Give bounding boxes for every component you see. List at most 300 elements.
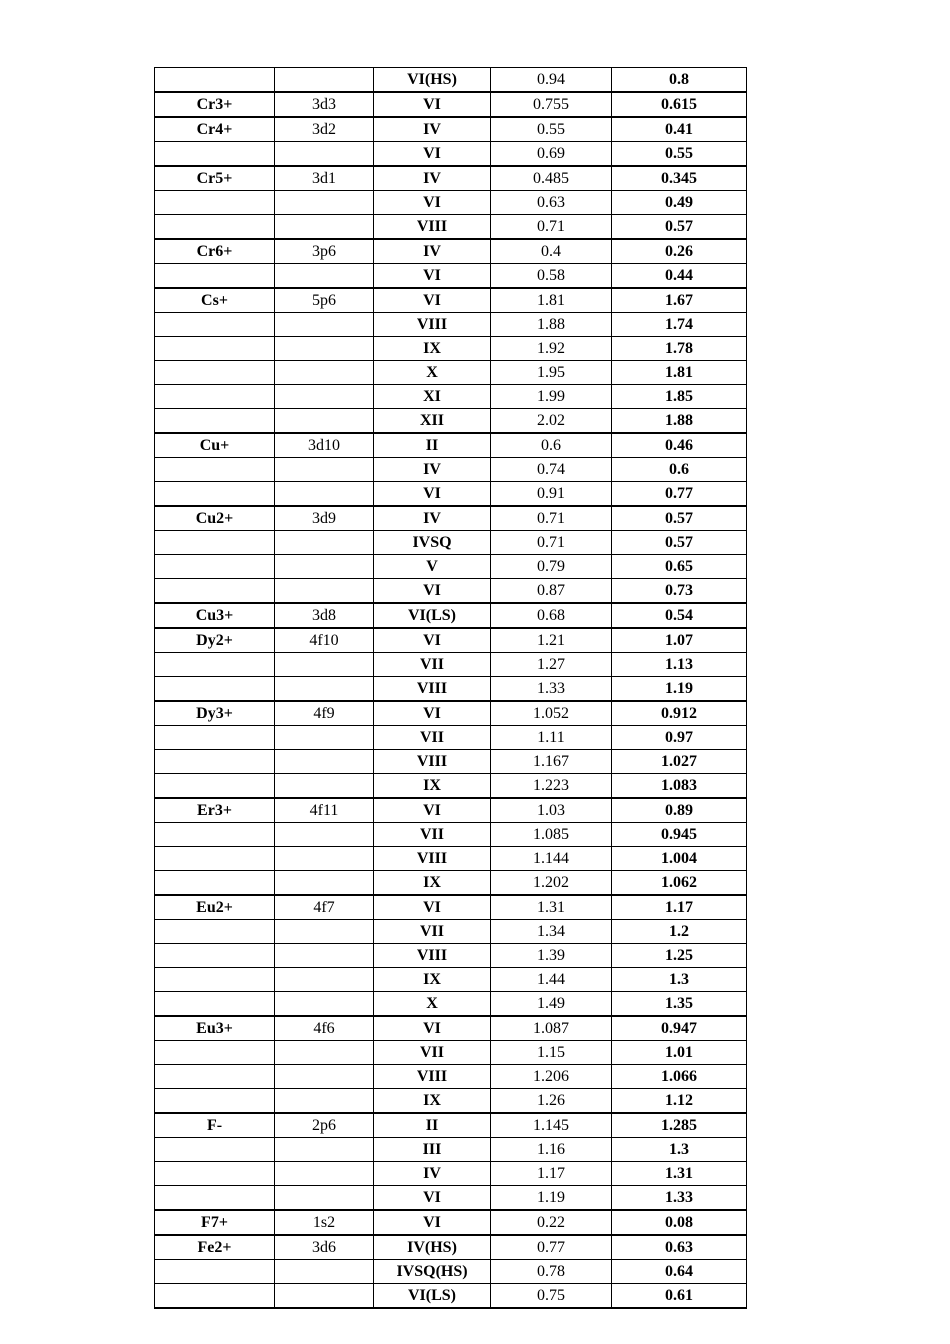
coordination-number-cell: VI <box>374 142 491 167</box>
crystal-radius-cell: 1.26 <box>491 1089 612 1114</box>
crystal-radius-cell: 1.17 <box>491 1162 612 1186</box>
coordination-number-cell: VIII <box>374 313 491 337</box>
crystal-radius-cell: 1.81 <box>491 288 612 313</box>
coordination-number-cell: II <box>374 433 491 458</box>
ion-cell: Eu2+ <box>155 895 275 920</box>
ionic-radius-cell: 1.3 <box>612 968 747 992</box>
ion-cell: Cr5+ <box>155 166 275 191</box>
crystal-radius-cell: 1.34 <box>491 920 612 944</box>
crystal-radius-cell: 0.79 <box>491 555 612 579</box>
ionic-radius-cell: 1.066 <box>612 1065 747 1089</box>
table-row <box>155 1210 747 1235</box>
crystal-radius-cell: 1.95 <box>491 361 612 385</box>
ionic-radii-table <box>154 67 747 1309</box>
ionic-radius-cell: 1.2 <box>612 920 747 944</box>
coordination-number-cell: II <box>374 1113 491 1138</box>
ion-cell <box>155 1162 275 1186</box>
ionic-radius-cell: 0.55 <box>612 142 747 167</box>
crystal-radius-cell: 1.92 <box>491 337 612 361</box>
electron-config-cell <box>275 1260 374 1284</box>
ion-cell <box>155 409 275 434</box>
ionic-radius-cell: 1.88 <box>612 409 747 434</box>
table-row <box>155 1186 747 1211</box>
table-row <box>155 458 747 482</box>
ionic-radius-cell: 1.004 <box>612 847 747 871</box>
ionic-radius-cell: 1.062 <box>612 871 747 896</box>
ionic-radius-cell: 0.64 <box>612 1260 747 1284</box>
electron-config-cell <box>275 920 374 944</box>
table-row <box>155 191 747 215</box>
ion-cell: F7+ <box>155 1210 275 1235</box>
ionic-radius-cell: 0.49 <box>612 191 747 215</box>
ion-cell: Cu3+ <box>155 603 275 628</box>
crystal-radius-cell: 1.44 <box>491 968 612 992</box>
electron-config-cell <box>275 871 374 896</box>
ion-cell: Cu2+ <box>155 506 275 531</box>
table-row <box>155 871 747 896</box>
ion-cell <box>155 920 275 944</box>
table-row <box>155 215 747 240</box>
coordination-number-cell: IV <box>374 506 491 531</box>
coordination-number-cell: VI <box>374 701 491 726</box>
electron-config-cell <box>275 968 374 992</box>
crystal-radius-cell: 1.99 <box>491 385 612 409</box>
coordination-number-cell: VIII <box>374 677 491 702</box>
crystal-radius-cell: 0.58 <box>491 264 612 289</box>
table-row <box>155 1162 747 1186</box>
electron-config-cell <box>275 264 374 289</box>
electron-config-cell <box>275 531 374 555</box>
ionic-radius-cell: 0.912 <box>612 701 747 726</box>
coordination-number-cell: VI(HS) <box>374 68 491 93</box>
coordination-number-cell: VII <box>374 920 491 944</box>
ion-cell <box>155 482 275 507</box>
electron-config-cell: 3d9 <box>275 506 374 531</box>
crystal-radius-cell: 1.33 <box>491 677 612 702</box>
table-row <box>155 68 747 93</box>
coordination-number-cell: V <box>374 555 491 579</box>
electron-config-cell: 4f10 <box>275 628 374 653</box>
ionic-radius-cell: 0.41 <box>612 117 747 142</box>
table-row <box>155 798 747 823</box>
table-row <box>155 117 747 142</box>
electron-config-cell <box>275 847 374 871</box>
table-row <box>155 603 747 628</box>
ion-cell <box>155 337 275 361</box>
ion-cell <box>155 992 275 1017</box>
electron-config-cell <box>275 68 374 93</box>
coordination-number-cell: IX <box>374 774 491 799</box>
ion-cell: Cu+ <box>155 433 275 458</box>
table-body <box>155 68 747 1309</box>
crystal-radius-cell: 1.31 <box>491 895 612 920</box>
ionic-radius-cell: 1.25 <box>612 944 747 968</box>
table-row <box>155 726 747 750</box>
ionic-radius-cell: 0.26 <box>612 239 747 264</box>
crystal-radius-cell: 0.71 <box>491 215 612 240</box>
crystal-radius-cell: 1.087 <box>491 1016 612 1041</box>
ionic-radius-cell: 1.07 <box>612 628 747 653</box>
coordination-number-cell: IV <box>374 1162 491 1186</box>
electron-config-cell: 3p6 <box>275 239 374 264</box>
ion-cell <box>155 847 275 871</box>
electron-config-cell: 5p6 <box>275 288 374 313</box>
table-row <box>155 1065 747 1089</box>
coordination-number-cell: VI <box>374 1186 491 1211</box>
table-row <box>155 385 747 409</box>
ionic-radius-cell: 0.08 <box>612 1210 747 1235</box>
ion-cell: Cr6+ <box>155 239 275 264</box>
ion-cell <box>155 1065 275 1089</box>
electron-config-cell <box>275 409 374 434</box>
ion-cell <box>155 458 275 482</box>
ionic-radius-cell: 1.12 <box>612 1089 747 1114</box>
crystal-radius-cell: 1.88 <box>491 313 612 337</box>
electron-config-cell <box>275 1041 374 1065</box>
ionic-radius-cell: 0.77 <box>612 482 747 507</box>
ion-cell: Dy2+ <box>155 628 275 653</box>
electron-config-cell: 4f6 <box>275 1016 374 1041</box>
electron-config-cell <box>275 458 374 482</box>
crystal-radius-cell: 1.052 <box>491 701 612 726</box>
crystal-radius-cell: 1.49 <box>491 992 612 1017</box>
ionic-radius-cell: 0.945 <box>612 823 747 847</box>
electron-config-cell <box>275 726 374 750</box>
crystal-radius-cell: 1.19 <box>491 1186 612 1211</box>
crystal-radius-cell: 2.02 <box>491 409 612 434</box>
coordination-number-cell: VII <box>374 1041 491 1065</box>
ionic-radius-cell: 0.57 <box>612 531 747 555</box>
table-row <box>155 1260 747 1284</box>
coordination-number-cell: IX <box>374 337 491 361</box>
table-row <box>155 555 747 579</box>
electron-config-cell <box>275 555 374 579</box>
crystal-radius-cell: 0.94 <box>491 68 612 93</box>
ionic-radius-cell: 1.19 <box>612 677 747 702</box>
crystal-radius-cell: 0.78 <box>491 1260 612 1284</box>
electron-config-cell <box>275 1284 374 1309</box>
table-row <box>155 433 747 458</box>
crystal-radius-cell: 1.11 <box>491 726 612 750</box>
coordination-number-cell: VIII <box>374 215 491 240</box>
coordination-number-cell: XII <box>374 409 491 434</box>
table-row <box>155 677 747 702</box>
coordination-number-cell: VII <box>374 823 491 847</box>
electron-config-cell <box>275 774 374 799</box>
ionic-radius-cell: 0.57 <box>612 215 747 240</box>
ionic-radius-cell: 1.74 <box>612 313 747 337</box>
coordination-number-cell: VIII <box>374 944 491 968</box>
electron-config-cell <box>275 992 374 1017</box>
electron-config-cell: 3d1 <box>275 166 374 191</box>
coordination-number-cell: VIII <box>374 1065 491 1089</box>
ionic-radius-cell: 0.947 <box>612 1016 747 1041</box>
electron-config-cell <box>275 361 374 385</box>
electron-config-cell: 3d2 <box>275 117 374 142</box>
ionic-radius-cell: 1.35 <box>612 992 747 1017</box>
coordination-number-cell: IV <box>374 166 491 191</box>
table-row <box>155 628 747 653</box>
ion-cell <box>155 1186 275 1211</box>
table-row <box>155 239 747 264</box>
table-row <box>155 506 747 531</box>
ionic-radius-cell: 1.027 <box>612 750 747 774</box>
electron-config-cell: 2p6 <box>275 1113 374 1138</box>
ionic-radius-cell: 0.57 <box>612 506 747 531</box>
coordination-number-cell: VI <box>374 288 491 313</box>
crystal-radius-cell: 1.16 <box>491 1138 612 1162</box>
electron-config-cell <box>275 653 374 677</box>
crystal-radius-cell: 1.21 <box>491 628 612 653</box>
ion-cell <box>155 361 275 385</box>
coordination-number-cell: VI(LS) <box>374 603 491 628</box>
table-row <box>155 1138 747 1162</box>
electron-config-cell: 4f11 <box>275 798 374 823</box>
ion-cell <box>155 68 275 93</box>
electron-config-cell <box>275 482 374 507</box>
electron-config-cell <box>275 313 374 337</box>
table-row <box>155 1041 747 1065</box>
electron-config-cell: 3d6 <box>275 1235 374 1260</box>
crystal-radius-cell: 1.085 <box>491 823 612 847</box>
electron-config-cell <box>275 579 374 604</box>
ion-cell: Fe2+ <box>155 1235 275 1260</box>
ion-cell <box>155 653 275 677</box>
table-row <box>155 992 747 1017</box>
crystal-radius-cell: 1.145 <box>491 1113 612 1138</box>
ion-cell: Dy3+ <box>155 701 275 726</box>
crystal-radius-cell: 0.71 <box>491 531 612 555</box>
crystal-radius-cell: 0.71 <box>491 506 612 531</box>
coordination-number-cell: VI <box>374 92 491 117</box>
coordination-number-cell: VI <box>374 1016 491 1041</box>
ionic-radius-cell: 0.44 <box>612 264 747 289</box>
table-row <box>155 482 747 507</box>
table-row <box>155 968 747 992</box>
electron-config-cell: 4f7 <box>275 895 374 920</box>
table-row <box>155 895 747 920</box>
ion-cell: Er3+ <box>155 798 275 823</box>
ionic-radius-cell: 1.81 <box>612 361 747 385</box>
ionic-radius-cell: 0.54 <box>612 603 747 628</box>
table-row <box>155 92 747 117</box>
ion-cell <box>155 1138 275 1162</box>
ionic-radius-cell: 1.17 <box>612 895 747 920</box>
crystal-radius-cell: 1.39 <box>491 944 612 968</box>
coordination-number-cell: IX <box>374 968 491 992</box>
table-row <box>155 288 747 313</box>
ionic-radius-cell: 0.6 <box>612 458 747 482</box>
ion-cell <box>155 555 275 579</box>
coordination-number-cell: VI <box>374 895 491 920</box>
ionic-radius-cell: 1.33 <box>612 1186 747 1211</box>
electron-config-cell <box>275 142 374 167</box>
coordination-number-cell: VI(LS) <box>374 1284 491 1309</box>
crystal-radius-cell: 0.77 <box>491 1235 612 1260</box>
table-row <box>155 823 747 847</box>
ion-cell <box>155 264 275 289</box>
ionic-radius-cell: 0.65 <box>612 555 747 579</box>
ion-cell: Eu3+ <box>155 1016 275 1041</box>
coordination-number-cell: VI <box>374 579 491 604</box>
electron-config-cell <box>275 1065 374 1089</box>
ionic-radius-cell: 0.46 <box>612 433 747 458</box>
ion-cell <box>155 579 275 604</box>
coordination-number-cell: IV <box>374 117 491 142</box>
table-row <box>155 166 747 191</box>
crystal-radius-cell: 0.755 <box>491 92 612 117</box>
crystal-radius-cell: 1.144 <box>491 847 612 871</box>
crystal-radius-cell: 0.6 <box>491 433 612 458</box>
crystal-radius-cell: 1.03 <box>491 798 612 823</box>
ionic-radius-cell: 1.67 <box>612 288 747 313</box>
table-row <box>155 920 747 944</box>
crystal-radius-cell: 0.68 <box>491 603 612 628</box>
electron-config-cell <box>275 215 374 240</box>
table-row <box>155 337 747 361</box>
table-row <box>155 531 747 555</box>
ion-cell <box>155 191 275 215</box>
ion-cell: Cs+ <box>155 288 275 313</box>
ionic-radius-cell: 0.8 <box>612 68 747 93</box>
ion-cell <box>155 677 275 702</box>
table-row <box>155 701 747 726</box>
ion-cell <box>155 968 275 992</box>
electron-config-cell <box>275 1138 374 1162</box>
electron-config-cell: 3d3 <box>275 92 374 117</box>
ion-cell <box>155 385 275 409</box>
table-row <box>155 142 747 167</box>
ion-cell: F- <box>155 1113 275 1138</box>
electron-config-cell: 1s2 <box>275 1210 374 1235</box>
electron-config-cell <box>275 1089 374 1114</box>
electron-config-cell <box>275 944 374 968</box>
ionic-radius-cell: 0.61 <box>612 1284 747 1309</box>
crystal-radius-cell: 0.69 <box>491 142 612 167</box>
crystal-radius-cell: 1.206 <box>491 1065 612 1089</box>
crystal-radius-cell: 0.4 <box>491 239 612 264</box>
ion-cell <box>155 1284 275 1309</box>
crystal-radius-cell: 0.74 <box>491 458 612 482</box>
electron-config-cell <box>275 750 374 774</box>
coordination-number-cell: VI <box>374 798 491 823</box>
ionic-radius-cell: 0.63 <box>612 1235 747 1260</box>
ionic-radius-cell: 1.13 <box>612 653 747 677</box>
electron-config-cell <box>275 1162 374 1186</box>
electron-config-cell <box>275 337 374 361</box>
table-row <box>155 1284 747 1309</box>
ionic-radius-cell: 1.01 <box>612 1041 747 1065</box>
crystal-radius-cell: 1.202 <box>491 871 612 896</box>
coordination-number-cell: VII <box>374 726 491 750</box>
ion-cell <box>155 142 275 167</box>
crystal-radius-cell: 0.55 <box>491 117 612 142</box>
ion-cell <box>155 944 275 968</box>
table-row <box>155 579 747 604</box>
crystal-radius-cell: 1.167 <box>491 750 612 774</box>
coordination-number-cell: VII <box>374 653 491 677</box>
ion-cell <box>155 774 275 799</box>
table-row <box>155 409 747 434</box>
crystal-radius-cell: 0.75 <box>491 1284 612 1309</box>
crystal-radius-cell: 0.87 <box>491 579 612 604</box>
ion-cell <box>155 1260 275 1284</box>
ionic-radius-cell: 1.285 <box>612 1113 747 1138</box>
electron-config-cell <box>275 823 374 847</box>
table-row <box>155 1113 747 1138</box>
ionic-radius-cell: 1.083 <box>612 774 747 799</box>
ion-cell <box>155 1041 275 1065</box>
ion-cell <box>155 823 275 847</box>
ion-cell <box>155 215 275 240</box>
ion-cell <box>155 750 275 774</box>
table-row <box>155 653 747 677</box>
crystal-radius-cell: 1.15 <box>491 1041 612 1065</box>
ionic-radius-cell: 1.31 <box>612 1162 747 1186</box>
electron-config-cell <box>275 191 374 215</box>
table-row <box>155 1235 747 1260</box>
table-row <box>155 1016 747 1041</box>
electron-config-cell <box>275 385 374 409</box>
crystal-radius-cell: 0.22 <box>491 1210 612 1235</box>
ion-cell <box>155 871 275 896</box>
ion-cell <box>155 726 275 750</box>
table-row <box>155 1089 747 1114</box>
coordination-number-cell: IV <box>374 239 491 264</box>
table-row <box>155 750 747 774</box>
crystal-radius-cell: 0.91 <box>491 482 612 507</box>
coordination-number-cell: VI <box>374 482 491 507</box>
electron-config-cell: 4f9 <box>275 701 374 726</box>
crystal-radius-cell: 0.485 <box>491 166 612 191</box>
ion-cell: Cr4+ <box>155 117 275 142</box>
coordination-number-cell: VIII <box>374 847 491 871</box>
table-row <box>155 847 747 871</box>
crystal-radius-cell: 1.27 <box>491 653 612 677</box>
ionic-radius-cell: 1.78 <box>612 337 747 361</box>
coordination-number-cell: VI <box>374 191 491 215</box>
coordination-number-cell: IVSQ <box>374 531 491 555</box>
coordination-number-cell: X <box>374 992 491 1017</box>
ion-cell <box>155 531 275 555</box>
ionic-radius-cell: 0.345 <box>612 166 747 191</box>
electron-config-cell: 3d10 <box>275 433 374 458</box>
coordination-number-cell: X <box>374 361 491 385</box>
ion-cell <box>155 1089 275 1114</box>
coordination-number-cell: IV(HS) <box>374 1235 491 1260</box>
ionic-radius-cell: 1.3 <box>612 1138 747 1162</box>
crystal-radius-cell: 1.223 <box>491 774 612 799</box>
coordination-number-cell: VI <box>374 628 491 653</box>
ionic-radius-cell: 0.89 <box>612 798 747 823</box>
coordination-number-cell: XI <box>374 385 491 409</box>
table-row <box>155 944 747 968</box>
table-row <box>155 361 747 385</box>
ionic-radius-cell: 1.85 <box>612 385 747 409</box>
ion-cell <box>155 313 275 337</box>
coordination-number-cell: VI <box>374 1210 491 1235</box>
coordination-number-cell: IV <box>374 458 491 482</box>
ion-cell: Cr3+ <box>155 92 275 117</box>
ionic-radius-cell: 0.97 <box>612 726 747 750</box>
coordination-number-cell: III <box>374 1138 491 1162</box>
electron-config-cell <box>275 677 374 702</box>
electron-config-cell: 3d8 <box>275 603 374 628</box>
coordination-number-cell: IVSQ(HS) <box>374 1260 491 1284</box>
table-row <box>155 774 747 799</box>
coordination-number-cell: VIII <box>374 750 491 774</box>
electron-config-cell <box>275 1186 374 1211</box>
